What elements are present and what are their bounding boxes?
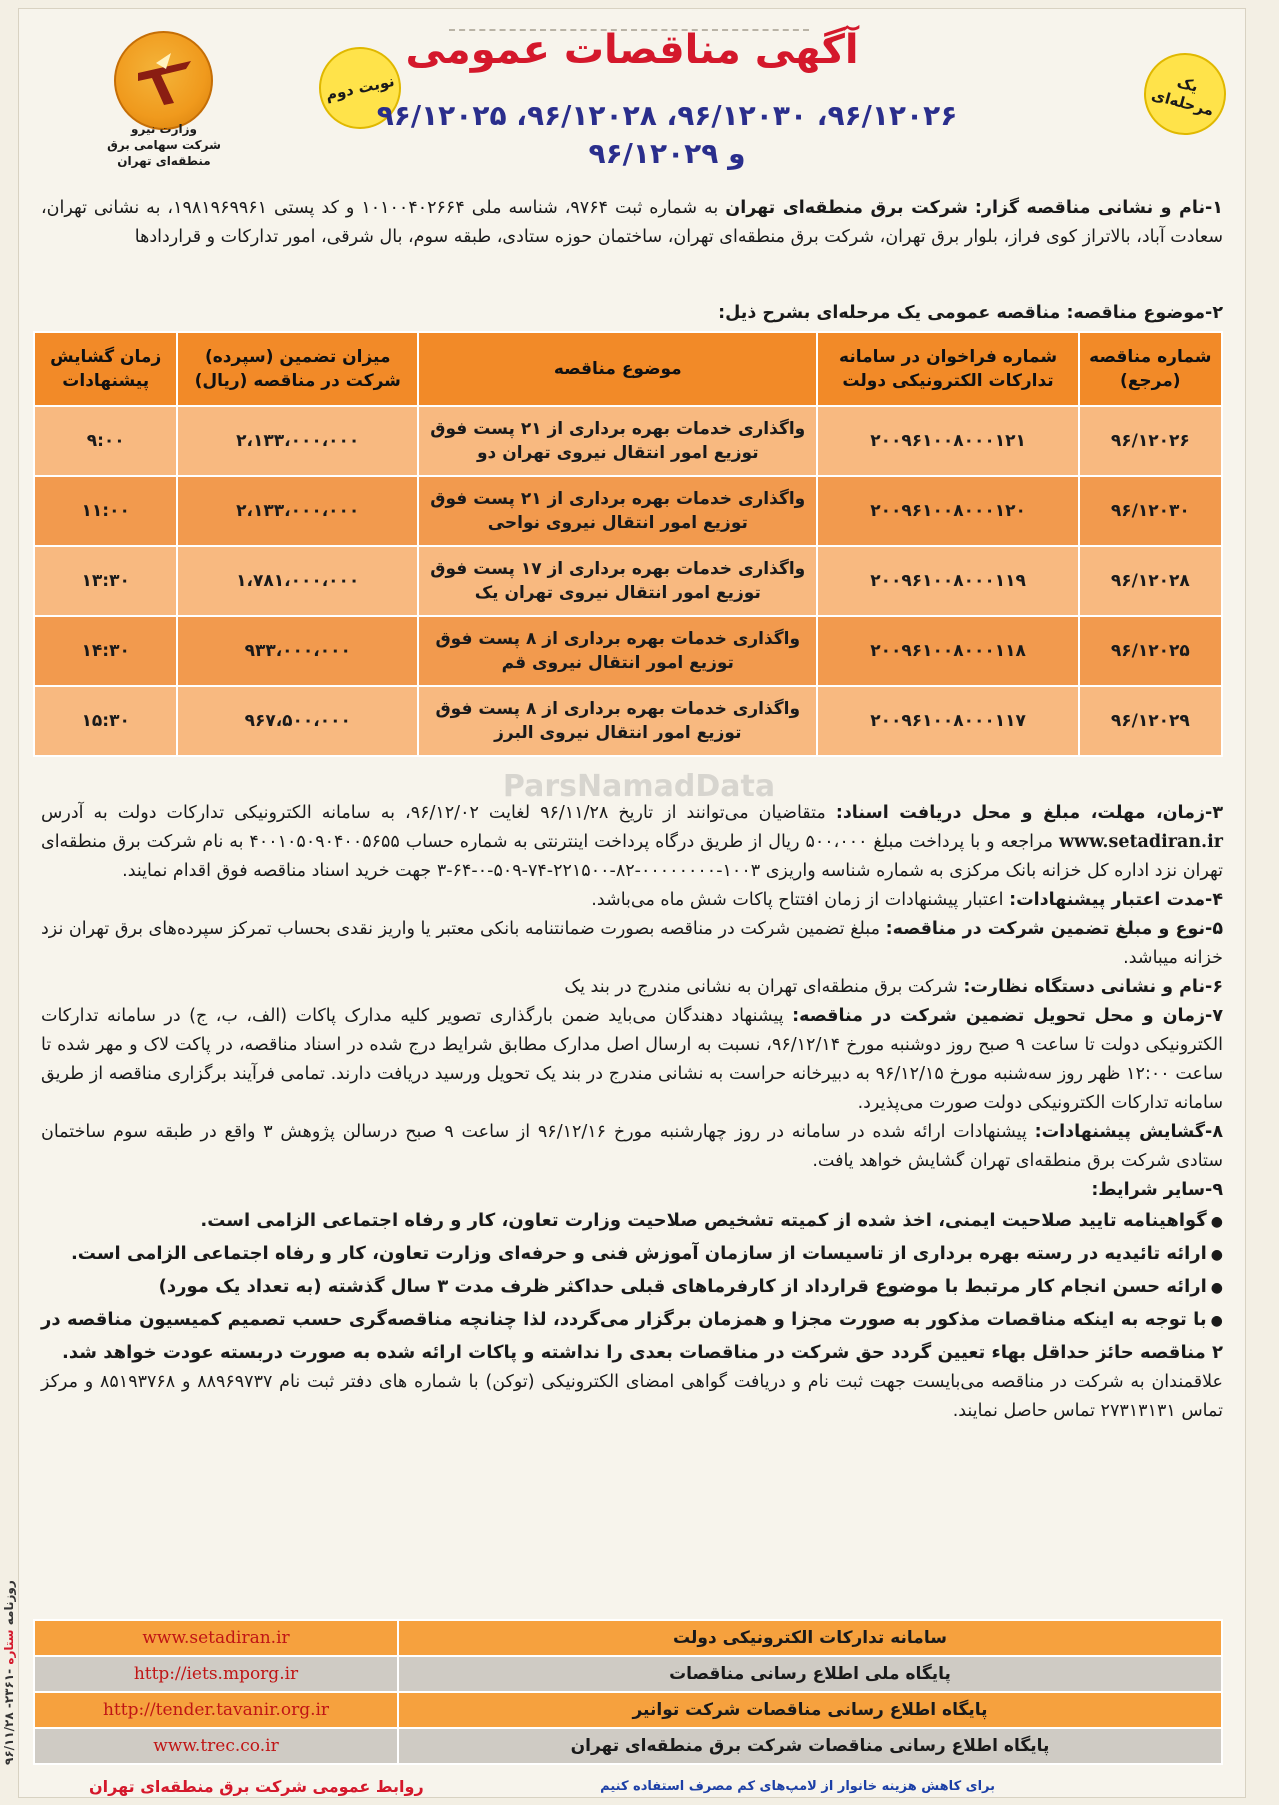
tender-notice-page xyxy=(18,8,1246,1798)
link-url[interactable]: http://iets.mporg.ir xyxy=(34,1656,398,1692)
link-url[interactable]: www.setadiran.ir xyxy=(34,1620,398,1656)
cell-call: ۲۰۰۹۶۱۰۰۸۰۰۰۱۱۹ xyxy=(817,546,1078,616)
tender-numbers-line1: ۹۶/۱۲۰۲۶، ۹۶/۱۲۰۳۰، ۹۶/۱۲۰۲۸، ۹۶/۱۲۰۲۵ xyxy=(376,99,958,132)
cell-subject: واگذاری خدمات بهره برداری از ۸ پست فوق توزیع امور انتقال نیروی قم xyxy=(418,616,817,686)
stage-badge xyxy=(1135,44,1235,144)
cell-time: ۱۴:۳۰ xyxy=(34,616,177,686)
section-1 xyxy=(41,194,1223,252)
cell-subject: واگذاری خدمات بهره برداری از ۸ پست فوق توزیع امور انتقال نیروی البرز xyxy=(418,686,817,756)
side-paper: روزنامه xyxy=(2,1580,16,1625)
link-label: سامانه تدارکات الکترونیکی دولت xyxy=(398,1620,1222,1656)
cell-deposit: ۹۶۷،۵۰۰،۰۰۰ xyxy=(177,686,418,756)
table-row xyxy=(34,406,1222,476)
table-row xyxy=(34,476,1222,546)
section-3-heading: ۳-زمان، مهلت، مبلغ و محل دریافت اسناد: xyxy=(835,803,1223,823)
notice-title: آگهی مناقصات عمومی xyxy=(405,27,859,73)
section-4-text: اعتبار پیشنهادات از زمان افتتاح پاکات شش ماه می‌باشد. xyxy=(591,890,1004,910)
section-3-text-b: مراجعه و با پرداخت مبلغ ۵۰۰،۰۰۰ ریال از طریق درگاه پرداخت اینترنتی به شماره حساب ۴۰۰۱۰۵۰۹۰۴۰۰۵۶۵۵ به نام شرکت برق منطقه‌ای تهران نزد اداره کل خزانه بانک مرکزی به شماره شناسه واریزی ۱۰۰۳-۰۰۰۰۰۰۰۰-۸۲-۲۲۱۵۰۰-۷۴-۵۰۹-۰-۶۴-۳ جهت خرید اسناد مناقصه فوق اقدام نمایند. xyxy=(41,832,1223,881)
section-7-text: پیشنهاد دهندگان می‌باید ضمن بارگذاری تصویر کلیه مدارک پاکات (الف، ب، ج) در سامانه تدارکات الکترونیکی دولت تا ساعت ۹ صبح روز دوشنبه مورخ ۹۶/۱۲/۱۴، نسبت به ارسال اصل مدارک مطابق شرایط درج شده در اسناد مناقصه، در پاکت لاک و مهر شده تا ساعت ۱۲:۰۰ ظهر روز سه‌شنبه مورخ ۹۶/۱۲/۱۵ به دبیرخانه حراست به نشانی مندرج در بند یک تحویل ورسید دریافت دارند. تمامی فرآیند برگزاری مناقصه از طریق سامانه تدارکات الکترونیکی دولت صورت می‌پذیرد. xyxy=(41,1006,1223,1113)
cell-deposit: ۱،۷۸۱،۰۰۰،۰۰۰ xyxy=(177,546,418,616)
side-paper-name: ستاره xyxy=(2,1629,16,1665)
cell-subject: واگذاری خدمات بهره برداری از ۲۱ پست فوق توزیع امور انتقال نیروی نواحی xyxy=(418,476,817,546)
section-5 xyxy=(41,915,1223,973)
condition-item: ● با توجه به اینکه مناقصات مذکور به صورت مجزا و همزمان برگزار می‌گردد، لذا چنانچه مناقصه‌گری حسب تصمیم کمیسیون مناقصه در ۲ مناقصه حائز حداقل بهاء تعیین گردد حق شرکت در مناقصات بعدی را نداشته و پاکات ارائه شده به صورت دربسته عودت خواهد شد. xyxy=(41,1304,1223,1368)
section-8-text: پیشنهادات ارائه شده در سامانه در روز چهارشنبه مورخ ۹۶/۱۲/۱۶ از ساعت ۹ صبح درسالن پژوهش ۳ واقع در طبقه سوم ساختمان ستادی شرکت برق منطقه‌ای تهران گشایش خواهد یافت. xyxy=(41,1122,1223,1171)
cell-call: ۲۰۰۹۶۱۰۰۸۰۰۰۱۲۰ xyxy=(817,476,1078,546)
cell-ref: ۹۶/۱۲۰۲۵ xyxy=(1079,616,1222,686)
cell-time: ۱۵:۳۰ xyxy=(34,686,177,756)
section-6-heading: ۶-نام و نشانی دستگاه نظارت: xyxy=(963,977,1223,997)
table-row xyxy=(34,686,1222,756)
cell-deposit: ۹۳۳،۰۰۰،۰۰۰ xyxy=(177,616,418,686)
section-8-heading: ۸-گشایش پیشنهادات: xyxy=(1034,1122,1223,1142)
company-logo-icon xyxy=(114,31,213,130)
cell-call: ۲۰۰۹۶۱۰۰۸۰۰۰۱۱۸ xyxy=(817,616,1078,686)
condition-item: ● ارائه حسن انجام کار مرتبط با موضوع قرارداد از کارفرماهای قبلی حداکثر ظرف مدت ۳ سال گذشته (به تعداد یک مورد) xyxy=(41,1271,1223,1304)
section-6 xyxy=(41,973,1223,1002)
cell-deposit: ۲،۱۳۳،۰۰۰،۰۰۰ xyxy=(177,476,418,546)
section-4-heading: ۴-مدت اعتبار پیشنهادات: xyxy=(1009,890,1223,910)
ministry-caption xyxy=(79,121,249,169)
header-call: شماره فراخوان در سامانه تدارکات الکترونیکی دولت xyxy=(817,332,1078,406)
section-8 xyxy=(41,1118,1223,1176)
section-2-heading: ۲-موضوع مناقصه: مناقصه عمومی یک مرحله‌ای بشرح ذیل: xyxy=(718,303,1223,323)
section-5-heading: ۵-نوع و مبلغ تضمین شرکت در مناقصه: xyxy=(885,919,1223,939)
cell-ref: ۹۶/۱۲۰۲۶ xyxy=(1079,406,1222,476)
header-deposit: میزان تضمین (سپرده) شرکت در مناقصه (ریال) xyxy=(177,332,418,406)
tender-numbers xyxy=(319,97,1015,173)
stage-badge-text: یک مرحله‌ای xyxy=(1149,72,1216,120)
header-ref: شماره مناقصه (مرجع) xyxy=(1079,332,1222,406)
cell-subject: واگذاری خدمات بهره برداری از ۱۷ پست فوق توزیع امور انتقال نیروی تهران یک xyxy=(418,546,817,616)
cell-time: ۱۳:۳۰ xyxy=(34,546,177,616)
section-1-text: به شماره ثبت ۹۷۶۴، شناسه ملی ۱۰۱۰۰۴۰۲۶۶۴ و کد پستی ۱۹۸۱۹۶۹۹۶۱، به نشانی تهران، سعادت آباد، بالاتراز کوی فراز، بلوار برق تهران، شرکت برق منطقه‌ای تهران، ساختمان حوزه ستادی، طبقه سوم، بال شرقی، امور تدارکات و قراردادها xyxy=(41,198,1223,247)
cell-subject: واگذاری خدمات بهره برداری از ۲۱ پست فوق توزیع امور انتقال نیروی تهران دو xyxy=(418,406,817,476)
section-3-text-a: متقاضیان می‌توانند از تاریخ ۹۶/۱۱/۲۸ لغایت ۹۶/۱۲/۰۲، به سامانه الکترونیکی تدارکات دولت به آدرس xyxy=(41,803,826,823)
cell-time: ۹:۰۰ xyxy=(34,406,177,476)
link-row xyxy=(34,1728,1222,1764)
link-url[interactable]: http://tender.tavanir.org.ir xyxy=(34,1692,398,1728)
tender-numbers-line2: و ۹۶/۱۲۰۲۹ xyxy=(588,137,746,170)
newspaper-side-strip xyxy=(2,1580,20,1800)
section-2 xyxy=(41,299,1223,328)
cell-call: ۲۰۰۹۶۱۰۰۸۰۰۰۱۱۷ xyxy=(817,686,1078,756)
public-relations-credit: روابط عمومی شرکت برق منطقه‌ای تهران xyxy=(89,1777,424,1796)
section-6-text: شرکت برق منطقه‌ای تهران به نشانی مندرج در بند یک xyxy=(564,977,958,997)
tenders-table xyxy=(33,331,1223,757)
header-subject: موضوع مناقصه xyxy=(418,332,817,406)
section-1-lead: شرکت برق منطقه‌ای تهران xyxy=(725,198,968,218)
link-row xyxy=(34,1656,1222,1692)
side-date: ۹۶/۱۱/۲۸ xyxy=(2,1712,16,1765)
section-3 xyxy=(41,799,1223,886)
link-label: پایگاه ملی اطلاع رسانی مناقصات xyxy=(398,1656,1222,1692)
condition-item: ● گواهینامه تایید صلاحیت ایمنی، اخذ شده از کمیته تشخیص صلاحیت وزارت تعاون، کار و رفاه اجتماعی الزامی است. xyxy=(41,1205,1223,1238)
setadiran-link[interactable]: www.setadiran.ir xyxy=(1058,832,1223,852)
condition-item: ● ارائه تائیدیه در رسته بهره برداری از تاسیسات از سازمان آموزش فنی و حرفه‌ای وزارت تعاون، کار و رفاه اجتماعی الزامی است. xyxy=(41,1238,1223,1271)
side-issue: -۲۳۶۱- xyxy=(2,1668,16,1708)
links-table xyxy=(33,1619,1223,1765)
table-row xyxy=(34,616,1222,686)
table-row xyxy=(34,546,1222,616)
section-9 xyxy=(41,1176,1223,1205)
round-badge-text: نوبت دوم xyxy=(323,71,396,104)
table-header-row xyxy=(34,332,1222,406)
notice-body xyxy=(41,799,1223,1426)
link-row xyxy=(34,1620,1222,1656)
ministry-name: وزارت نیرو xyxy=(131,122,197,136)
cell-ref: ۹۶/۱۲۰۲۹ xyxy=(1079,686,1222,756)
cell-call: ۲۰۰۹۶۱۰۰۸۰۰۰۱۲۱ xyxy=(817,406,1078,476)
closing-text: علاقمندان به شرکت در مناقصه می‌بایست جهت ثبت نام و دریافت گواهی امضای الکترونیکی (توکن) با شماره های دفتر ثبت نام ۸۸۹۶۹۷۳۷ و ۸۵۱۹۳۷۶۸ و مرکز تماس ۲۷۳۱۳۱۳۱ تماس حاصل نمایند. xyxy=(41,1372,1223,1421)
link-label: پایگاه اطلاع رسانی مناقصات شرکت توانیر xyxy=(398,1692,1222,1728)
section-4 xyxy=(41,886,1223,915)
link-label: پایگاه اطلاع رسانی مناقصات شرکت برق منطقه‌ای تهران xyxy=(398,1728,1222,1764)
section-9-heading: ۹-سایر شرایط: xyxy=(1091,1180,1223,1200)
cell-deposit: ۲،۱۳۳،۰۰۰،۰۰۰ xyxy=(177,406,418,476)
watermark: ParsNamadData xyxy=(502,769,776,804)
section-7-heading: ۷-زمان و محل تحویل تضمین شرکت در مناقصه: xyxy=(792,1006,1223,1026)
energy-saving-slogan: برای کاهش هزینه خانوار از لامپ‌های کم مصرف استفاده کنیم xyxy=(600,1779,995,1794)
link-row xyxy=(34,1692,1222,1728)
header-time: زمان گشایش پیشنهادات xyxy=(34,332,177,406)
cell-ref: ۹۶/۱۲۰۳۰ xyxy=(1079,476,1222,546)
section-1-heading: ۱-نام و نشانی مناقصه گزار: xyxy=(974,198,1223,218)
section-7 xyxy=(41,1002,1223,1118)
cell-ref: ۹۶/۱۲۰۲۸ xyxy=(1079,546,1222,616)
company-name: شرکت سهامی برق منطقه‌ای تهران xyxy=(107,138,221,168)
link-url[interactable]: www.trec.co.ir xyxy=(34,1728,398,1764)
cell-time: ۱۱:۰۰ xyxy=(34,476,177,546)
section-5-text: مبلغ تضمین شرکت در مناقصه بصورت ضمانتنامه بانکی معتبر یا واریز نقدی بحساب تمرکز سپرده‌های برق تهران نزد خزانه میباشد. xyxy=(41,919,1223,968)
